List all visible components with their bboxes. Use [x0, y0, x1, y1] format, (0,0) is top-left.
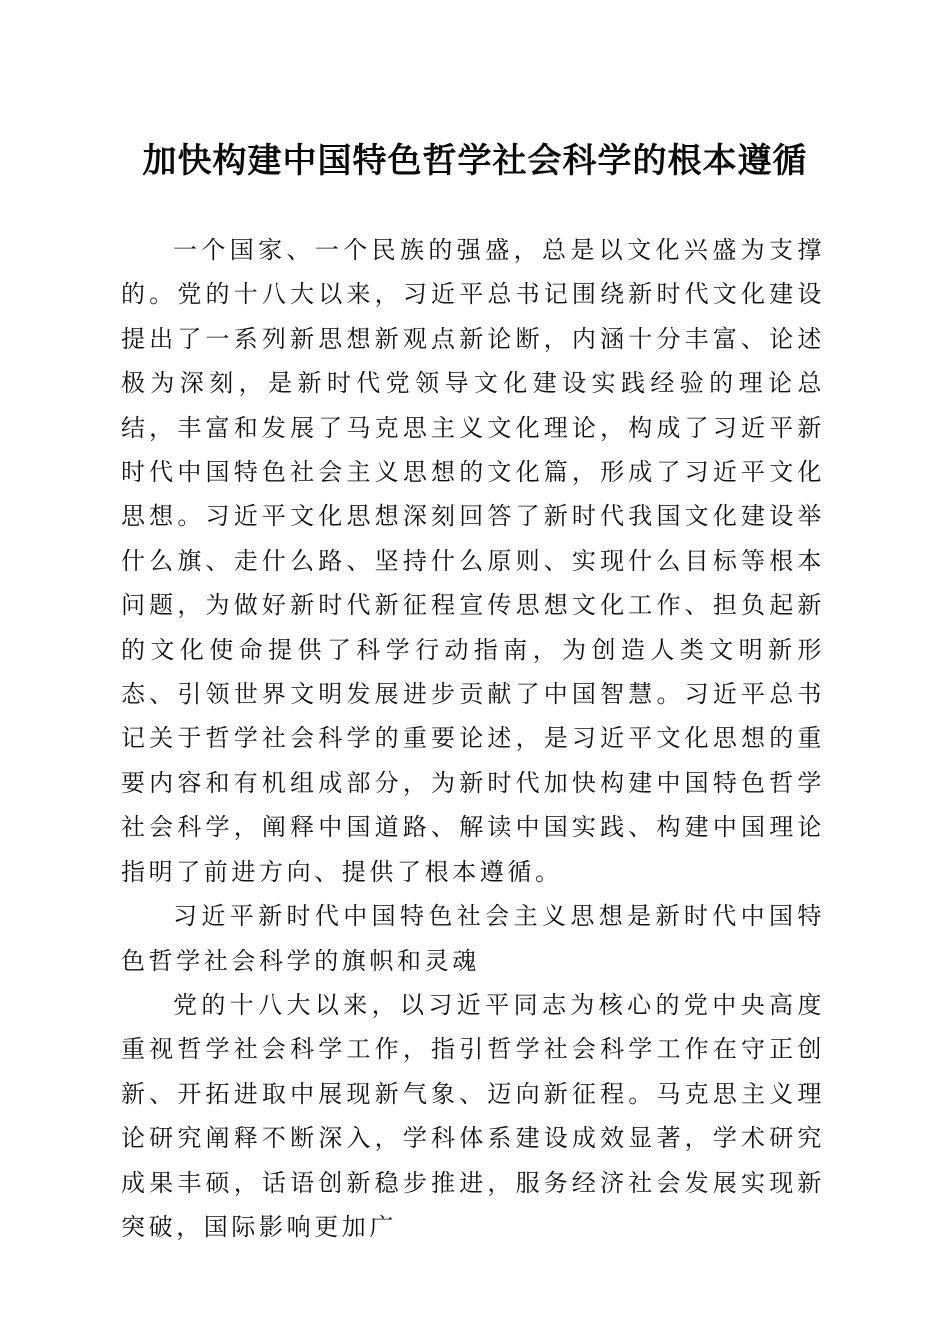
paragraph-section-heading: 习近平新时代中国特色社会主义思想是新时代中国特色哲学社会科学的旗帜和灵魂 — [121, 902, 825, 975]
document-body — [121, 228, 825, 1249]
paragraph-intro: 一个国家、一个民族的强盛，总是以文化兴盛为支撑的。党的十八大以来，习近平总书记围绕新时代文化建设提出了一系列新思想新观点新论断，内涵十分丰富、论述极为深刻，是新时代党领导文化建设实践经验的理论总结，丰富和发展了马克思主义文化理论，构成了习近平新时代中国特色社会主义思想的文化篇，形成了习近平文化思想。习近平文化思想深刻回答了新时代我国文化建设举什么旗、走什么路、坚持什么原则、实现什么目标等根本问题，为做好新时代新征程宣传思想文化工作、担负起新的文化使命提供了科学行动指南，为创造人类文明新形态、引领世界文明发展进步贡献了中国智慧。习近平总书记关于哲学社会科学的重要论述，是习近平文化思想的重要内容和有机组成部分，为新时代加快构建中国特色哲学社会科学，阐释中国道路、解读中国实践、构建中国理论指明了前进方向、提供了根本遵循。 — [121, 236, 825, 886]
paragraph-body: 党的十八大以来，以习近平同志为核心的党中央高度重视哲学社会科学工作，指引哲学社会科学工作在守正创新、开拓进取中展现新气象、迈向新征程。马克思主义理论研究阐释不断深入，学科体系建设成效显著，学术研究成果丰硕，话语创新稳步推进，服务经济社会发展实现新突破，国际影响更加广 — [121, 990, 825, 1241]
document-title: 加快构建中国特色哲学社会科学的根本遵循 — [142, 141, 808, 181]
